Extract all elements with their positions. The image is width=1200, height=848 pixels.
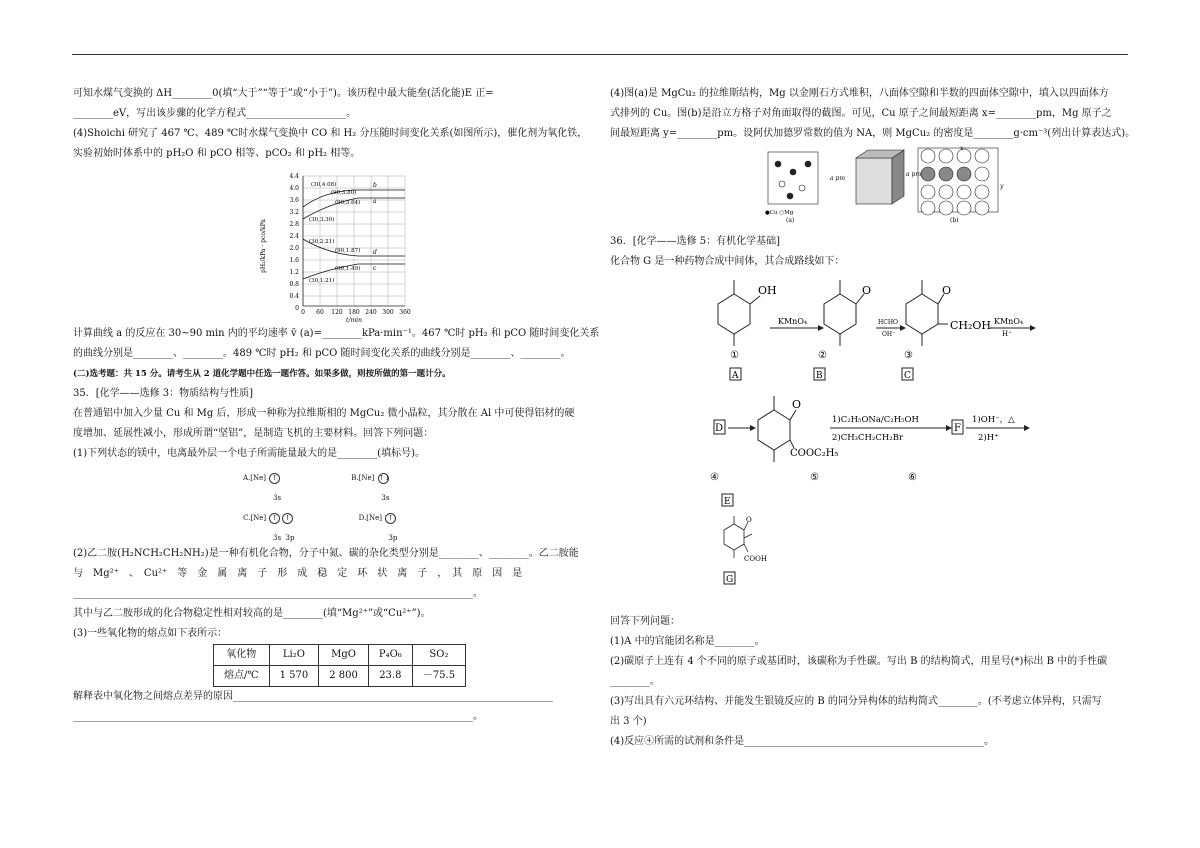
prism	[856, 150, 904, 204]
svg-text:HCHO: HCHO	[878, 319, 898, 326]
text-line: 化合物 G 是一种药物合成中间体，其合成路线如下：	[610, 256, 845, 267]
svg-text:H⁺: H⁺	[1002, 330, 1012, 338]
svg-text:OH: OH	[758, 284, 777, 297]
text-line: 回答下列问题：	[610, 616, 680, 627]
svg-text:a: a	[373, 198, 377, 205]
svg-text:360: 360	[399, 309, 411, 316]
svg-text:d: d	[373, 249, 377, 256]
svg-text:1.6: 1.6	[289, 257, 299, 264]
svg-text:(a): (a)	[786, 217, 795, 224]
cube-a	[768, 152, 818, 204]
svg-text:2.4: 2.4	[289, 233, 299, 240]
svg-text:0.8: 0.8	[289, 281, 299, 288]
svg-text:240: 240	[365, 309, 377, 316]
header-rule	[72, 54, 1128, 55]
svg-text:E: E	[724, 497, 731, 507]
svg-text:0.4: 0.4	[289, 293, 299, 300]
svg-text:0: 0	[295, 305, 299, 312]
text-line: (3)写出具有六元环结构、并能发生银镜反应的 B 的同分异构体的结构简式________。(不考虑立体异构，只需写	[610, 696, 1102, 707]
svg-text:b: b	[373, 182, 377, 189]
svg-text:2)CH₃CH₂CH₂Br: 2)CH₃CH₂CH₂Br	[832, 433, 904, 443]
answer-blank-line: ________________________________________________________________________________。	[73, 588, 483, 599]
svg-text:2.8: 2.8	[289, 221, 299, 228]
svg-text:A: A	[732, 371, 739, 381]
text-line: ________eV，写出该步骤的化学方程式____________________。	[73, 108, 357, 119]
svg-text:C: C	[904, 371, 911, 381]
text-line: (3)一些氧化物的熔点如下表所示：	[73, 628, 228, 639]
svg-text:⑤: ⑤	[810, 472, 819, 483]
svg-text:OH⁻: OH⁻	[882, 331, 896, 338]
text-line: (4)Shoichi 研究了 467 ℃、489 ℃时水煤气变换中 CO 和 H₂ 分压随时间变化关系(如图所示)，催化剂为氧化铁，	[73, 128, 588, 139]
chart-point-labels	[309, 181, 360, 284]
svg-text:4.0: 4.0	[289, 185, 299, 192]
svg-text:COOH: COOH	[744, 555, 767, 563]
svg-text:a pm: a pm	[906, 171, 922, 178]
svg-text:(90,3.64): (90,3.64)	[335, 200, 361, 206]
chart-xticks	[301, 309, 411, 316]
svg-text:⑥: ⑥	[908, 472, 917, 483]
svg-text:F: F	[954, 423, 961, 434]
svg-text:(90,1.49): (90,1.49)	[335, 266, 361, 272]
svg-text:COOC₂H₅: COOC₂H₅	[790, 448, 839, 459]
svg-text:180: 180	[348, 309, 360, 316]
text-line: (4)反应④所需的试剂和条件是________________________________________________。	[610, 736, 995, 747]
structure-B	[824, 280, 864, 346]
svg-text:①: ①	[730, 350, 739, 361]
svg-text:300: 300	[382, 309, 394, 316]
text-line: 度增加、延展性减小，形成所谓“坚铝”，是制造飞机的主要材料。回答下列问题：	[73, 428, 434, 439]
svg-text:CH₂OH: CH₂OH	[950, 319, 992, 332]
text-line: (2)碳原子上连有 4 个不同的原子或基团时，该碳称为手性碳。写出 B 的结构简式，用星号(*)标出 B 中的手性碳	[610, 656, 1108, 667]
pressure-time-chart	[73, 164, 593, 324]
text-line: 间最短距离 y=________pm。设阿伏加德罗常数的值为 NA，则 MgCu₂ 的密度是________g·cm⁻³(列出计算表达式)。	[610, 128, 1136, 139]
crystal-structure-figure	[610, 144, 1130, 224]
chart-yticks	[289, 173, 299, 312]
svg-text:KMnO₄: KMnO₄	[994, 317, 1024, 326]
svg-text:(30,3.30): (30,3.30)	[309, 217, 335, 223]
svg-text:O: O	[792, 398, 802, 411]
svg-text:③: ③	[904, 350, 913, 361]
svg-text:D: D	[715, 423, 724, 434]
text-line: 解释表中氧化物之间熔点差异的原因________________________________________________________________	[73, 691, 553, 702]
orbitals-row-2: C.[Ne] ↑ ↑ 3s 3p D.[Ne] ↑ 3p	[243, 514, 398, 542]
svg-text:c: c	[373, 265, 377, 272]
text-line: (2)乙二胺(H₂NCH₂CH₂NH₂)是一种有机化合物，分子中氮、碳的杂化类型分别是________、________。乙二胺能	[73, 548, 579, 559]
text-line: 可知水煤气变换的 ΔH________0(填“大于”“等于”或“小于”)。该历程中最大能垒(活化能)E 正=	[73, 88, 494, 99]
svg-text:O: O	[862, 284, 872, 297]
svg-text:3.6: 3.6	[289, 197, 299, 204]
cross-section-b	[918, 148, 998, 215]
svg-text:1.2: 1.2	[289, 269, 299, 276]
text-line: (4)图(a)是 MgCu₂ 的拉维斯结构，Mg 以金刚石方式堆积，八面体空隙和半数的四面体空隙中，填入以四面体方	[610, 88, 1109, 99]
answer-blank-line: ________________________________________________________________________________。	[73, 711, 483, 722]
text-line: 与 Mg²⁺ 、 Cu²⁺ 等 金 属 离 子 形 成 稳 定 环 状 离 子 ， 其 原 因 是	[73, 568, 523, 579]
svg-text:2)H⁺: 2)H⁺	[978, 433, 999, 443]
text-line: 计算曲线 a 的反应在 30~90 min 内的平均速率 v̄ (a)=________kPa·min⁻¹。467 ℃时 pH₂ 和 pCO 随时间变化关系	[73, 328, 600, 339]
text-line: ________。	[610, 676, 660, 687]
structure-A	[718, 280, 760, 346]
question-title: 36．[化学——选修 5：有机化学基础]	[610, 236, 781, 247]
svg-text:4.4: 4.4	[289, 173, 299, 180]
svg-text:x: x	[960, 145, 964, 152]
svg-text:120: 120	[331, 309, 343, 316]
left-column	[73, 84, 600, 727]
svg-text:60: 60	[316, 309, 324, 316]
text-line: (1)A 中的官能团名称是________。	[610, 636, 765, 647]
svg-text:④: ④	[710, 472, 719, 483]
text-line: 式排列的 Cu。图(b)是沿立方格子对角面取得的截图。可见，Cu 原子之间最短距离 x=________pm，Mg 原子之	[610, 108, 1112, 119]
svg-text:1)OH⁻，△: 1)OH⁻，△	[972, 415, 1015, 425]
svg-text:(30,2.21): (30,2.21)	[309, 239, 335, 245]
svg-text:a pm: a pm	[830, 175, 846, 182]
svg-text:(90,3.80): (90,3.80)	[331, 190, 357, 196]
svg-text:(30,4.08): (30,4.08)	[311, 182, 337, 188]
svg-text:O: O	[942, 284, 952, 297]
svg-text:G: G	[726, 575, 734, 585]
chart-xlabel: t/min	[346, 317, 362, 324]
section-heading: (二)选考题：共 15 分。请考生从 2 道化学题中任选一题作答。如果多做，则按所做的第一题计分。	[73, 369, 451, 379]
question-title: 35．[化学——选修 3：物质结构与性质]	[73, 388, 254, 399]
svg-text:O: O	[746, 516, 752, 524]
text-line: 其中与乙二胺形成的化合物稳定性相对较高的是________(填“Mg²⁺”或“Cu²⁺”)。	[73, 608, 431, 619]
chart-ylabel: pH₂/kPa · pco/kPa	[260, 218, 267, 274]
text-line: (1)下列状态的镁中，电离最外层一个电子所需能量最大的是________(填标号)。	[73, 448, 425, 459]
svg-text:●Cu ○Mg: ●Cu ○Mg	[765, 210, 794, 216]
svg-text:(b): (b)	[950, 217, 959, 224]
synthesis-route	[610, 272, 1130, 612]
svg-text:3.2: 3.2	[289, 209, 299, 216]
svg-text:y: y	[1000, 183, 1004, 190]
svg-text:B: B	[816, 371, 823, 381]
text-line: 出 3 个)	[610, 716, 647, 727]
svg-text:(30,1.21): (30,1.21)	[309, 278, 335, 284]
svg-text:KMnO₄: KMnO₄	[778, 317, 808, 326]
label-boxes-row1	[730, 368, 913, 381]
melting-point-table: 氧化物 Li₂O MgO P₄O₆ SO₂ 熔点/℃ 1 570 2 800 23.8 －75.5	[213, 644, 466, 687]
svg-text:2.0: 2.0	[289, 245, 299, 252]
svg-text:1)C₂H₅ONa/C₂H₅OH: 1)C₂H₅ONa/C₂H₅OH	[832, 415, 919, 425]
text-line: 在普通铝中加入少量 Cu 和 Mg 后，形成一种称为拉维斯相的 MgCu₂ 微小晶粒，其分散在 Al 中可使得铝材的硬	[73, 408, 575, 419]
text-line: 的曲线分别是________、________。489 ℃时 pH₂ 和 pCO 随时间变化关系的曲线分别是________、________。	[73, 348, 571, 359]
text-line: 实验初始时体系中的 pH₂O 和 pCO 相等、pCO₂ 和 pH₂ 相等。	[73, 148, 361, 159]
orbitals-row-1: A.[Ne] ↑ 3s B.[Ne] ↑↓ 3s	[243, 474, 391, 502]
svg-text:(90,1.87): (90,1.87)	[335, 248, 361, 254]
right-column	[610, 84, 1136, 752]
svg-text:②: ②	[818, 350, 827, 361]
svg-text:0: 0	[301, 309, 305, 316]
